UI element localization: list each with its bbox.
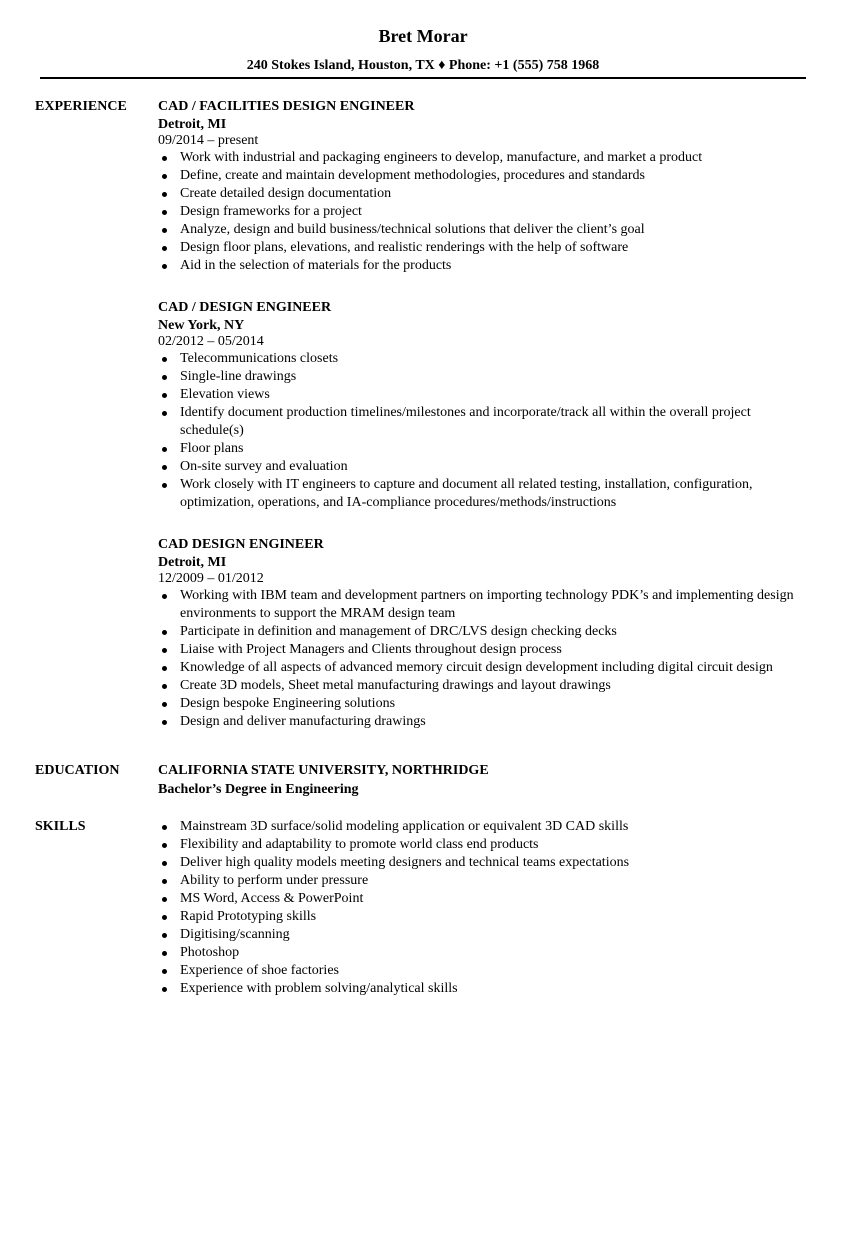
list-item: Flexibility and adaptability to promote world class end products [158, 836, 805, 854]
job-duties [158, 350, 805, 512]
list-item: Create 3D models, Sheet metal manufacturing drawings and layout drawings [158, 677, 805, 695]
job-entry [158, 536, 805, 731]
experience-body [158, 98, 805, 731]
resume-header [40, 24, 806, 74]
list-item: Experience of shoe factories [158, 962, 805, 980]
list-item: Mainstream 3D surface/solid modeling application or equivalent 3D CAD skills [158, 818, 805, 836]
list-item: MS Word, Access & PowerPoint [158, 890, 805, 908]
job-location: Detroit, MI [158, 117, 227, 132]
list-item: Work with industrial and packaging engineers to develop, manufacture, and market a product [158, 149, 805, 167]
list-item: Digitising/scanning [158, 926, 805, 944]
list-item: Ability to perform under pressure [158, 872, 805, 890]
education-body [158, 762, 805, 800]
list-item: Deliver high quality models meeting designers and technical teams expectations [158, 854, 805, 872]
job-dates: 12/2009 – 01/2012 [158, 571, 264, 586]
job-title: CAD / FACILITIES DESIGN ENGINEER [158, 99, 415, 114]
skills-body [158, 818, 805, 998]
list-item: Experience with problem solving/analytical skills [158, 980, 805, 998]
job-dates: 09/2014 – present [158, 133, 259, 148]
job-location: Detroit, MI [158, 555, 227, 570]
list-item: Knowledge of all aspects of advanced memory circuit design development including digital circuit design [158, 659, 805, 677]
list-item: Photoshop [158, 944, 805, 962]
section-label-education: EDUCATION [35, 763, 120, 778]
section-label-skills: SKILLS [35, 819, 86, 834]
section-label-experience: EXPERIENCE [35, 99, 127, 114]
skills-section [35, 818, 805, 998]
list-item: Design bespoke Engineering solutions [158, 695, 805, 713]
job-title: CAD DESIGN ENGINEER [158, 537, 324, 552]
list-item: Single-line drawings [158, 368, 805, 386]
list-item: Participate in definition and management of DRC/LVS design checking decks [158, 623, 805, 641]
list-item: On-site survey and evaluation [158, 458, 805, 476]
list-item: Work closely with IT engineers to capture and document all related testing, installation, configuration, optimization, operations, and IA-compliance procedures/methods/instructions [158, 476, 805, 512]
skills-list [158, 818, 805, 998]
job-duties [158, 149, 805, 275]
list-item: Design frameworks for a project [158, 203, 805, 221]
list-item: Rapid Prototyping skills [158, 908, 805, 926]
contact-info: 240 Stokes Island, Houston, TX ♦ Phone: +1 (555) 758 1968 [246, 58, 600, 73]
degree: Bachelor’s Degree in Engineering [158, 782, 359, 797]
job-entry [158, 98, 805, 275]
list-item: Identify document production timelines/milestones and incorporate/track all within the overall project schedule(s) [158, 404, 805, 440]
list-item: Liaise with Project Managers and Clients throughout design process [158, 641, 805, 659]
header-divider [40, 77, 806, 79]
list-item: Design floor plans, elevations, and realistic renderings with the help of software [158, 239, 805, 257]
job-location: New York, NY [158, 318, 245, 333]
list-item: Define, create and maintain development methodologies, procedures and standards [158, 167, 805, 185]
list-item: Design and deliver manufacturing drawings [158, 713, 805, 731]
list-item: Aid in the selection of materials for the products [158, 257, 805, 275]
list-item: Elevation views [158, 386, 805, 404]
list-item: Working with IBM team and development partners on importing technology PDK’s and implementing design environments to support the MRAM design team [158, 587, 805, 623]
job-entry [158, 299, 805, 512]
list-item: Analyze, design and build business/technical solutions that deliver the client’s goal [158, 221, 805, 239]
job-title: CAD / DESIGN ENGINEER [158, 300, 332, 315]
candidate-name: Bret Morar [378, 26, 468, 46]
job-dates: 02/2012 – 05/2014 [158, 334, 264, 349]
experience-section [35, 98, 805, 755]
list-item: Create detailed design documentation [158, 185, 805, 203]
list-item: Floor plans [158, 440, 805, 458]
school-name: CALIFORNIA STATE UNIVERSITY, NORTHRIDGE [158, 763, 489, 778]
education-section [35, 762, 805, 800]
job-duties [158, 587, 805, 731]
list-item: Telecommunications closets [158, 350, 805, 368]
